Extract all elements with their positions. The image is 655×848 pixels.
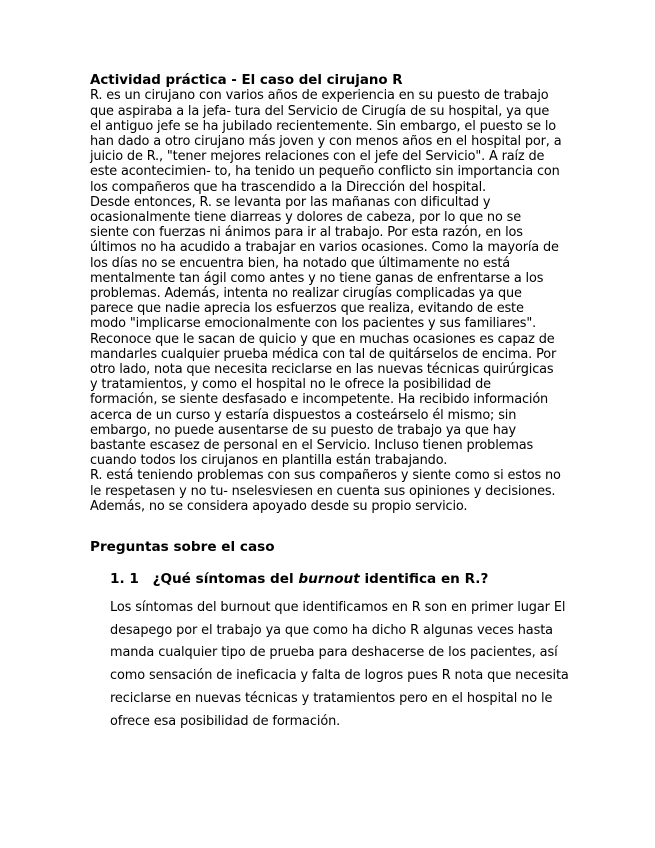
document-title: Actividad práctica - El caso del cirujano R bbox=[90, 73, 403, 88]
case-paragraph-1: R. es un cirujano con varios años de experiencia en su puesto de trabajo que aspiraba a la jefa- tura del Servicio de Cirugía de su hospital, ya que el antiguo jefe se ha jubilado recientemente. Sin embargo, el puesto se lo han dado a otro cirujano más joven y con menos años en el hospital por, a juicio de R., "tener mejores relaciones con el jefe del Servicio". A raíz de este acontecimien- to, ha tenido un pequeño conflicto sin importancia con los compañeros que ha trascendido a la Dirección del hospital. bbox=[90, 88, 562, 195]
question-prefix: ¿Qué síntomas del bbox=[152, 571, 294, 587]
case-description bbox=[90, 88, 562, 514]
question-number: 1. 1 bbox=[110, 571, 139, 587]
section-heading: Preguntas sobre el caso bbox=[90, 539, 275, 555]
question-1 bbox=[110, 571, 488, 587]
question-emphasis: burnout bbox=[298, 571, 360, 587]
case-paragraph-2: Desde entonces, R. se levanta por las mañanas con dificultad y ocasionalmente tiene diarreas y dolores de cabeza, por lo que no se siente con fuerzas ni ánimos para ir al trabajo. Por esta razón, en los últimos no ha acudido a trabajar en varios ocasiones. Como la mayoría de los días no se encuentra bien, ha notado que últimamente no está mentalmente tan ágil como antes y no tiene ganas de enfrentarse a los problemas. Además, intenta no realizar cirugías complicadas ya que parece que nadie aprecia los esfuerzos que realiza, evitando de este modo "implicarse emocionalmente con los pacientes y sus familiares". Reconoce que le sacan de quicio y que en muchas ocasiones es capaz de mandarles cualquier prueba médica con tal de quitárselos de encima. Por otro lado, nota que necesita reciclarse en las nuevas técnicas quirúrgicas y tratamientos, y como el hospital no le ofrece la posibilidad de formación, se siente desfasado e incompetente. Ha recibido información acerca de un curso y estaría dispuestos a costeárselo él mismo; sin embargo, no puede ausentarse de su puesto de trabajo ya que hay bastante escasez de personal en el Servicio. Incluso tienen problemas cuando todos los cirujanos en plantilla están trabajando. bbox=[90, 194, 559, 469]
case-paragraph-3: R. está teniendo problemas con sus compañeros y siente como si estos no le respetasen y no tu- nselesviesen en cuenta sus opiniones y decisiones. Además, no se considera apoyado desde su propio servicio. bbox=[90, 468, 561, 514]
answer-text: Los síntomas del burnout que identificamos en R son en primer lugar El desapego por el trabajo ya que como ha dicho R algunas veces hasta manda cualquier tipo de prueba para deshacerse de los pacientes, así como sensación de ineficacia y falta de logros pues R nota que necesita reciclarse en nuevas técnicas y tratamientos pero en el hospital no le ofrece esa posibilidad de formación. bbox=[110, 600, 569, 729]
question-suffix: identifica en R.? bbox=[364, 571, 489, 587]
document-page bbox=[90, 73, 569, 729]
